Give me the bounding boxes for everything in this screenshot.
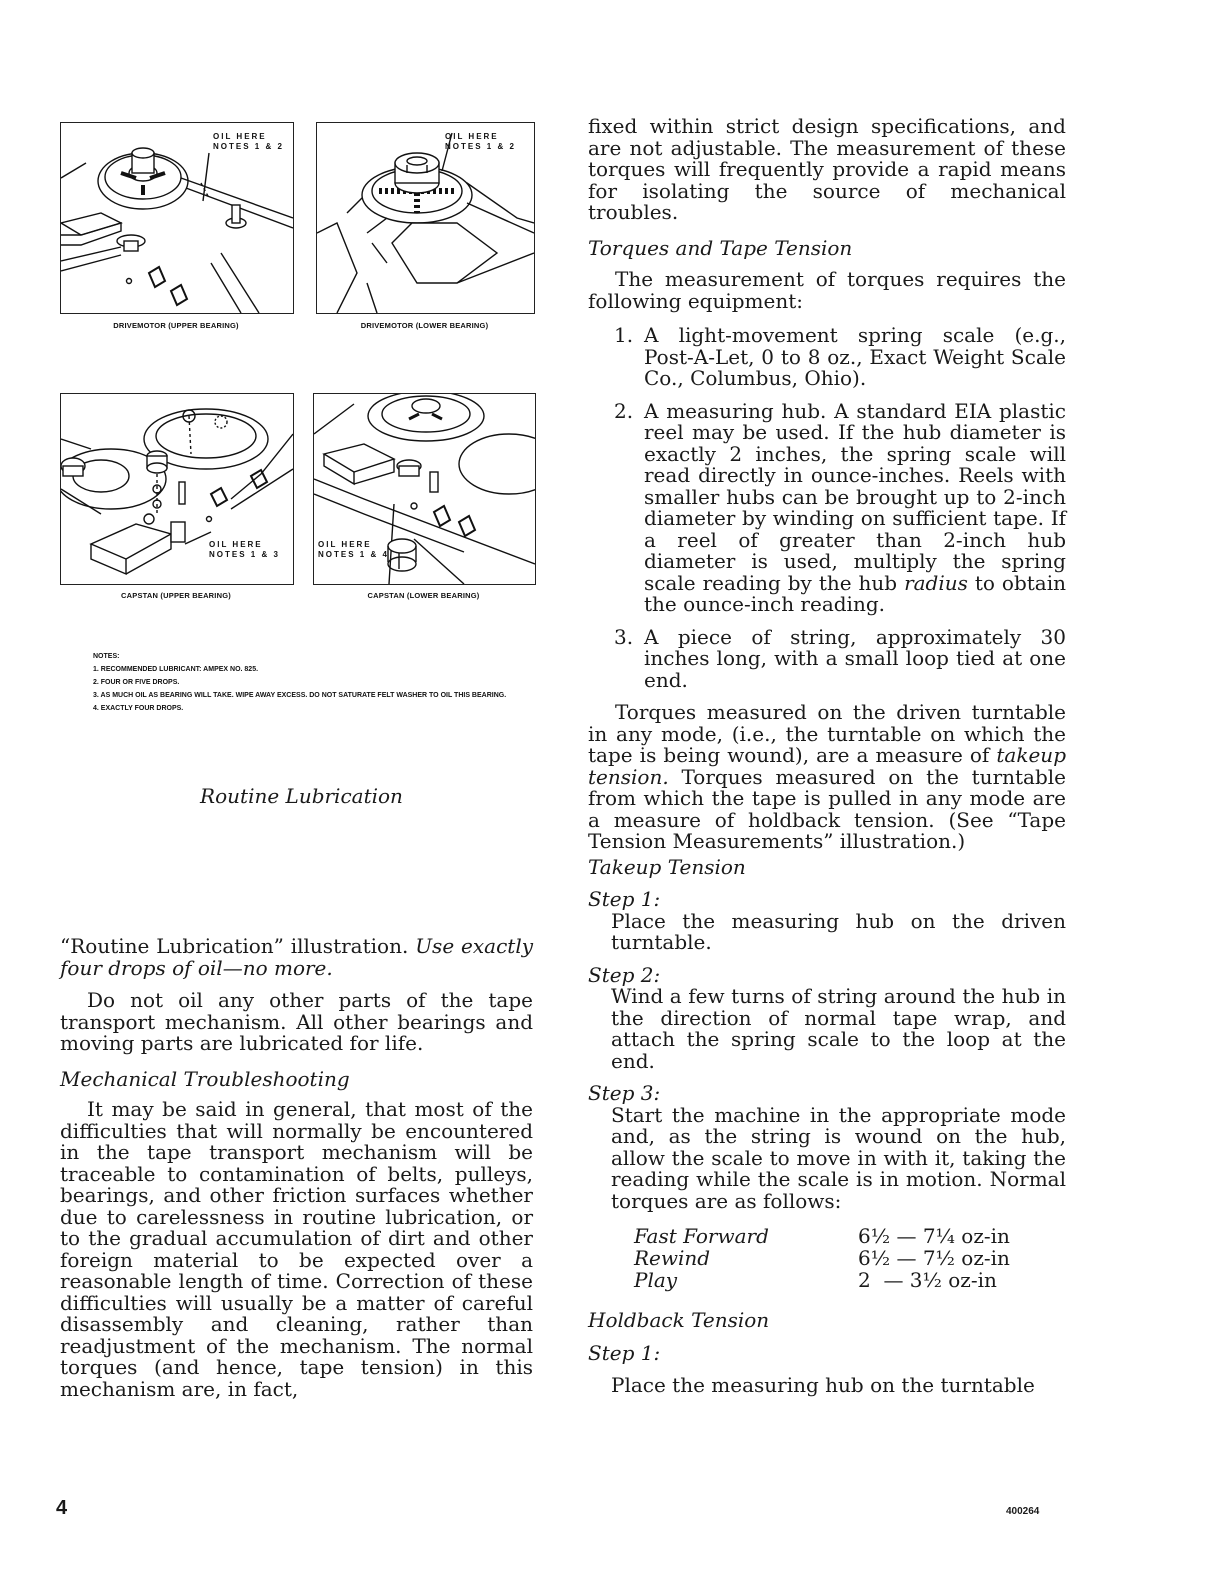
torque-table <box>588 1226 1066 1292</box>
paragraph: fixed within strict design specifications, and are not adjustable. The measurement of these torques will frequently provide a rapid means for isolating the source of mechanical troubles. <box>588 114 1066 224</box>
step-label: Step 3: <box>588 1081 661 1105</box>
figure-caption: DRIVEMOTOR (LOWER BEARING) <box>360 321 489 330</box>
step-label: Step 1: <box>588 1340 661 1365</box>
note-item: 2. FOUR OR FIVE DROPS. <box>93 679 180 686</box>
document-id: 400264 <box>1006 1506 1040 1517</box>
torque-row: Play 2 — 3½ oz-in <box>634 1268 997 1292</box>
figure-capstan-lower <box>313 393 536 585</box>
figure-drivemotor-upper <box>60 122 294 314</box>
figure-notes <box>93 652 523 717</box>
step-text: Start the machine in the appropriate mode and, as the string is wound on the hub, allow the scale to move in with it, taking the reading while the scale is in motion. Normal torques are as follows: <box>611 1102 1066 1213</box>
left-column <box>60 936 533 1400</box>
figure-drivemotor-lower <box>316 122 535 314</box>
note-item: 4. EXACTLY FOUR DROPS. <box>93 705 184 712</box>
step-text: Place the measuring hub on the driven turntable. <box>611 908 1066 954</box>
torque-row: Rewind 6½ — 7½ oz-in <box>634 1246 1010 1270</box>
oil-here-callout: OIL HERE NOTES 1 & 2 <box>445 132 516 151</box>
oil-here-callout: OIL HERE NOTES 1 & 2 <box>213 132 284 151</box>
paragraph: It may be said in general, that most of the difficulties that will normally be encountered in the tape transport mechanism will be traceable to contamination of belts, pulleys, bearings, and other friction surfaces whether due to carelessness in routine lubrication, or to the gradual accumulation of dirt and other foreign material to be expected over a reasonable length of time. Correction of these difficulties will usually be a matter of careful disassembly and cleaning, rather than readjustment of the mechanism. The normal torques (and hence, tape tension) in this mechanism are, in fact, <box>60 1097 533 1401</box>
section-heading: Mechanical Troubleshooting <box>60 1066 350 1091</box>
figure-caption: CAPSTAN (LOWER BEARING) <box>367 591 480 600</box>
list-item: 1. A light-movement spring scale (e.g., Post-A-Let, 0 to 8 oz., Exact Weight Scale Co., Columbus, Ohio). <box>614 323 1066 390</box>
note-item: 1. RECOMMENDED LUBRICANT: AMPEX NO. 825. <box>93 666 259 673</box>
step-text: Place the measuring hub on the turntable <box>611 1373 1035 1397</box>
torque-row: Fast Forward 6½ — 7¼ oz-in <box>634 1224 1010 1248</box>
list-item: 3. A piece of string, approximately 30 inches long, with a small loop tied at one end. <box>614 624 1066 692</box>
step-label: Step 2: <box>588 962 661 987</box>
right-column <box>588 116 1066 1397</box>
oil-here-callout: OIL HERE NOTES 1 & 4 <box>318 540 389 559</box>
note-item: 3. AS MUCH OIL AS BEARING WILL TAKE. WIPE AWAY EXCESS. DO NOT SATURATE FELT WASHER TO OIL THIS BEARING. <box>93 692 507 699</box>
figure-caption: CAPSTAN (UPPER BEARING) <box>121 591 231 600</box>
paragraph: The measurement of torques requires the following equipment: <box>588 267 1066 313</box>
paragraph: Do not oil any other parts of the tape transport mechanism. All other bearings and moving parts are lubricated for life. <box>60 988 533 1055</box>
paragraph: “Routine Lubrication” illustration. Use exactly four drops of oil—no more. <box>60 934 534 980</box>
paragraph: Torques measured on the driven turntable in any mode, (i.e., the turntable on which the tape is being wound), are a measure of takeup tension. Torques measured on the turntable from which the tape is pulled in any mode are a measure of holdback tension. (See “Tape Tension Measurements” illustration.) <box>588 700 1067 853</box>
list-item: 2. A measuring hub. A standard EIA plastic reel may be used. If the hub diameter is exactly 2 inches, the spring scale will read directly in ounce-inches. Reels with smaller hubs can be brought up to 2-inch diameter by winding on sufficient tape. If a reel of greater than 2-inch hub diameter is used, multiply the spring scale reading by the hub radius to obtain the ounce-inch reading. <box>614 398 1066 616</box>
page-number: 4 <box>56 1497 68 1519</box>
oil-here-callout: OIL HERE NOTES 1 & 3 <box>209 540 280 559</box>
figure-title: Routine Lubrication <box>200 784 403 808</box>
section-heading: Holdback Tension <box>588 1308 770 1332</box>
figure-capstan-upper <box>60 393 294 585</box>
section-heading: Torques and Tape Tension <box>588 235 853 260</box>
section-heading: Takeup Tension <box>588 854 746 879</box>
step-label: Step 1: <box>588 887 661 911</box>
step-text: Wind a few turns of string around the hub in the direction of normal tape wrap, and attach the spring scale to the loop at the end. <box>611 984 1066 1073</box>
notes-title: NOTES: <box>93 653 120 660</box>
figure-caption: DRIVEMOTOR (UPPER BEARING) <box>113 321 239 330</box>
